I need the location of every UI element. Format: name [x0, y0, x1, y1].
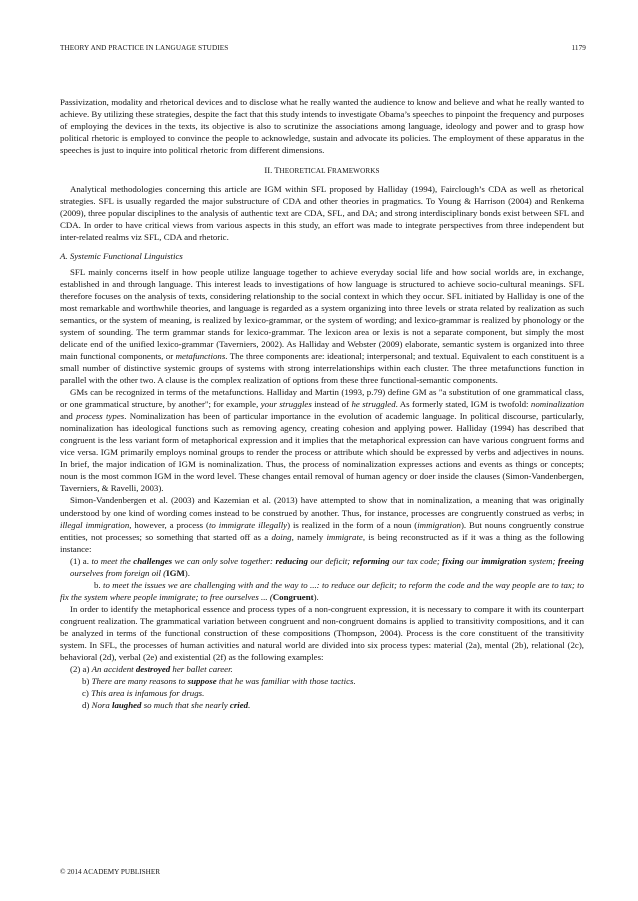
example-1b — [60, 579, 584, 603]
italic-term: illegal immigration — [60, 519, 130, 530]
simon-paragraph — [60, 494, 584, 554]
text-run: , namely — [291, 531, 327, 542]
example-2b — [60, 675, 584, 687]
section-title-cap: F — [327, 165, 333, 176]
italic-term: immigrate — [326, 531, 363, 542]
text-run: There are many reasons to — [91, 676, 188, 687]
example-2d — [60, 699, 584, 711]
example-tag: Congruent — [272, 591, 314, 602]
text-run: we can only solve together: — [172, 555, 276, 566]
text-run: system; — [526, 555, 558, 566]
italic-term: immigration — [417, 519, 461, 530]
text-run: our tax code; — [389, 555, 443, 566]
text-run: Simon-Vandenbergen et al. (2003) and Kazemian et al. (2013) have attempted to show that in nominalization, a meaning that was originally understood by one kind of wording comes instead to be construed by another. Thus, for instance, processes are congruently construed as verbs; in — [60, 495, 584, 518]
section-number: II. — [264, 165, 275, 176]
bold-term: destroyed — [135, 664, 171, 675]
text-run: ) is realized in the form of a noun ( — [287, 519, 418, 530]
bold-term: suppose — [187, 676, 217, 687]
example-label: d) — [82, 700, 92, 711]
page-number: 1179 — [571, 44, 586, 52]
example-text — [92, 676, 356, 686]
bold-term: reforming — [352, 555, 390, 566]
italic-term: process types — [76, 411, 125, 422]
section-heading — [60, 164, 584, 177]
italic-term: your struggles — [260, 399, 312, 410]
example-text — [91, 688, 204, 698]
section-title-part: RAMEWORKS — [332, 167, 380, 176]
italic-term: he struggled — [351, 399, 396, 410]
bold-term: freeing — [557, 555, 584, 566]
text-run: so much that she nearly — [141, 700, 230, 711]
sfl-paragraph — [60, 266, 584, 386]
example-text: to meet the issues we are challenging with and the way to ...: to reduce our deficit; to reform the code and the way people are to tax; to fix the system where people immigrate; to free ourselves ... ( — [60, 579, 585, 602]
example-text — [92, 664, 233, 674]
text-run: ourselves from foreign oil ( — [70, 567, 167, 578]
text-run: . — [248, 700, 251, 711]
text-run: Nora — [91, 700, 112, 711]
bold-term: challenges — [133, 555, 173, 566]
italic-term: doing — [271, 531, 292, 542]
text-run: An accident — [91, 664, 136, 675]
italic-term: metafunctions — [175, 350, 226, 361]
footer-copyright: © 2014 ACADEMY PUBLISHER — [60, 868, 161, 876]
text-run: . The three components are: ideational; interpersonal; and textual. Equivalent to each constituent is a small number of distinctive systemic groups of systems with strong interrelationships within each cluster. The three metafunctions function in parallel with the other two. A clause is the complex realization of options from these three functional-semantic components. — [60, 350, 584, 385]
text-run: ). But nouns congruently construe entities, not processes; so something that started off as a — [60, 519, 584, 542]
section-title-cap: T — [274, 165, 280, 176]
text-run: that he was familiar with those tactics. — [216, 676, 356, 687]
bold-term: laughed — [111, 700, 142, 711]
example-2c — [60, 687, 584, 699]
bold-term: reducing — [275, 555, 308, 566]
text-run: GMs can be recognized in terms of the metafunctions. Halliday and Martin (1993, p.79) define GM as "a substitution of one grammatical class, or one grammatical structure, by another"; for example, — [60, 387, 584, 410]
article-body — [60, 96, 584, 711]
example-text — [92, 700, 251, 710]
text-run: ). — [184, 567, 190, 578]
intro-paragraph: Passivization, modality and rhetorical devices and to disclose what he really wanted the audience to know and believe and what he really wanted to achieve. By utilizing these strategies, despite the fact that this study intends to investigate Obama’s speeches to pinpoint the frequency and purposes of employing the devices in the texts, its objective is also to scrutinize the associations among language, ideology and power and to grasp how political rhetoric is employed to convince the people to acknowledge, sustain and advocate its policies. The employment of these apparatus in the speeches is just to inquire into political rhetoric from different dimensions. — [60, 97, 584, 156]
bold-term: cried — [229, 700, 249, 711]
italic-term: nominalization — [530, 399, 584, 410]
text-run: and — [60, 411, 77, 422]
transitivity-paragraph: In order to identify the metaphorical essence and process types of a non-congruent expression, it is necessary to compare it with its counterpart congruent realization. The grammatical variation between congruent and non-congruent domains is applied to transitivity compositions, and it can be analyzed in terms of the functional construction of these compositions (Thompson, 2004). Process is the core constituent of the transitivity system. In SFL, the processes of human activities and natural world are divided into six process types: material (2a), mental (2b), relational (2c), behavioral (2d), verbal (2e) and existential (2f) as the following examples: — [60, 603, 584, 663]
example-label: b. — [94, 579, 103, 590]
bold-term: immigration — [481, 555, 527, 566]
text-run: her ballet career. — [170, 664, 233, 675]
text-run: This area — [91, 688, 127, 699]
example-tag: IGM — [166, 567, 185, 578]
text-run: SFL mainly concerns itself in how people utilize language together to achieve everyday social life and how social worlds are, in exchange, established in and through language. This interest leads to investigations of how language is structured to achieve socio-cultural meanings. SFL therefore focuses on the analysis of texts, considering relationship to the social context in which they occur. SFL initiated by Halliday is one of the most remarkable and worthwhile theories, and language is regarded as a system organizing into three levels or strata related by realization as such semantics, or the system of meaning, is realized by lexico-grammar, or the system of wording; and lexico-grammar is realized by phonology or the system of sounding. The term grammar stands for lexico-grammar. The lexicon area or lexis is not a separate component, but simply the most delicate end of the unified lexico-grammar (Taverniers, 2002). As Halliday and Webster (2009) elaborate, semantic system is organized into three main functional components, or — [60, 266, 584, 361]
bold-term: fixing — [442, 555, 464, 566]
text-run: instead of — [311, 399, 352, 410]
example-label: c) — [82, 688, 92, 699]
frameworks-paragraph: Analytical methodologies concerning this article are IGM within SFL proposed by Halliday (1994), Fairclough’s CDA as well as rhetorical strategies. SFL is usually regarded the major substructure of CDA and other theories in pragmatics. To Young & Harrison (2004) and Renkema (2009), three popular disciplines to the analysis of authentic text are CDA, SFL, and DA; and strong interdisciplinary bonds exist between SFL and CDA. In order to have critical views from various aspects in this study, an effort was made to integrate perspectives from three independent but inter-related realms viz SFL, CDA and rhetoric. — [60, 184, 584, 243]
section-title-part: HEORETICAL — [279, 167, 328, 176]
text-run: is — [126, 688, 133, 699]
text-run: ). — [313, 591, 319, 602]
text-run: . As formerly stated, IGM is twofold: — [395, 399, 531, 410]
text-run: our deficit; — [307, 555, 353, 566]
example-label: b) — [82, 676, 92, 687]
text-run: to meet the — [91, 555, 134, 566]
gm-paragraph — [60, 386, 584, 494]
subsection-heading: A. Systemic Functional Linguistics — [60, 250, 183, 261]
text-run: , is being reconstructed as if it was a thing as the following instance: — [60, 531, 584, 554]
italic-term: to immigrate illegally — [208, 519, 288, 530]
example-text — [70, 556, 584, 578]
journal-title: THEORY AND PRACTICE IN LANGUAGE STUDIES — [60, 44, 229, 52]
example-1a — [60, 555, 584, 579]
text-run: . Nominalization has been of particular importance in the evolution of academic language. In political discourse, particularly, nominalization has ideological functions such as removing agency, creating cohesion and applying power. Halliday (1994) has described that congruent is the less variant form of metaphorical expression and it implies that the metaphorical expression can have various congruent forms and vice versa. IGM primarily employs nominal groups to render the process or attribute which should be expressed by verbs and adjectives in nouns. In brief, the major indication of IGM is nominalization. Thus, the process of nominalization expresses actions and events as things or concepts; noun is the most common IGM in the word level. These changes entail removal of human agency or doer inside the clauses (Simon-Vandenbergen, Taverniers, & Ravelli, 2003). — [60, 411, 584, 494]
text-run: infamous for drugs. — [132, 688, 205, 699]
text-run: our — [463, 555, 482, 566]
example-label: (2) a) — [70, 664, 92, 675]
example-2a — [60, 663, 584, 675]
example-label: (1) a. — [70, 555, 92, 566]
text-run: , however, a process ( — [129, 519, 209, 530]
